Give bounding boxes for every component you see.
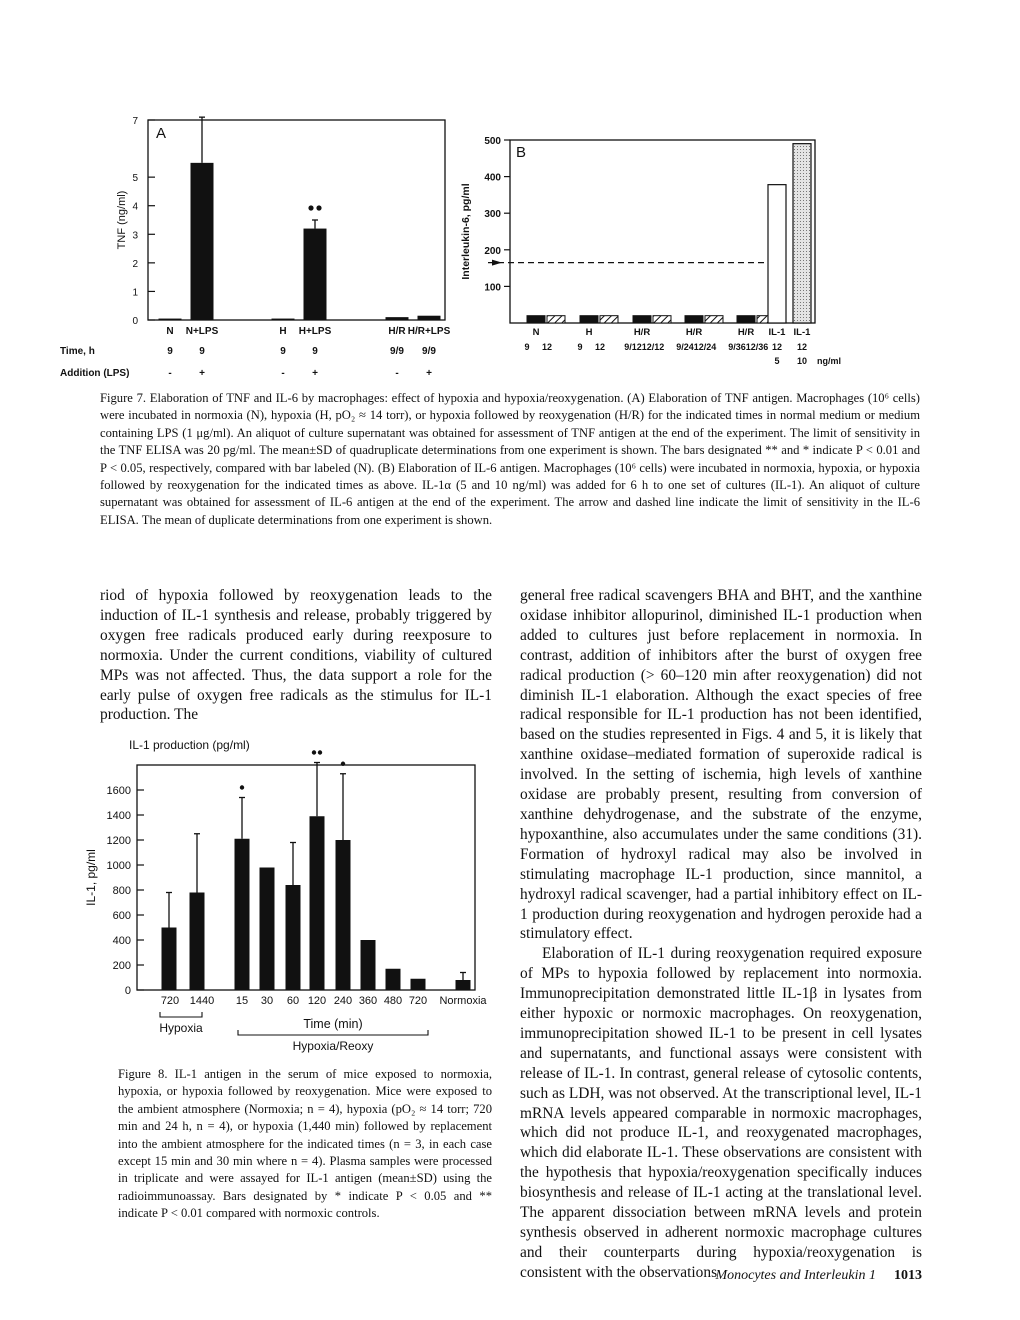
- bar-h-r-9-12: [633, 316, 651, 323]
- y-tick-label: 5: [132, 173, 138, 185]
- y-tick-label: 0: [124, 985, 131, 997]
- detection-limit-arrow: [492, 260, 502, 266]
- page-number: 1013: [894, 1268, 922, 1283]
- bar-480-8: [386, 969, 401, 990]
- group-label: H/R: [737, 327, 755, 338]
- time-label: 9/36: [728, 342, 746, 352]
- time-label: 9/24: [676, 342, 694, 352]
- time-label: 9: [524, 342, 530, 352]
- x-tick-label: 720: [408, 995, 428, 1007]
- bar-h-12: [600, 316, 618, 323]
- y-tick-label: 400: [484, 172, 501, 184]
- x-tick-label: 30: [260, 995, 274, 1007]
- hypoxia-bracket: [160, 1012, 202, 1017]
- x-category-label: H/R+LPS: [407, 326, 451, 337]
- x-category-label: H+LPS: [298, 326, 332, 337]
- row-label-addition: Addition (LPS): [60, 368, 130, 379]
- x-tick-label: 720: [160, 995, 180, 1007]
- y-axis-label: IL-1, pg/ml: [84, 849, 98, 906]
- bar-h-r-lps: [418, 316, 441, 320]
- significance-marker: [312, 750, 316, 754]
- right-paragraph-2: Elaboration of IL-1 during reoxygenation required exposure of MPs to hypoxia followed by replacement into normoxia. Immunoprecipitation demonstrated little IL-1β in lysates from either hypoxic or normoxic macrophages. On reoxygenation, immunoprecipitation showed IL-1 to be present in cell lysates and supernatants, and functional assays were consistent with release of IL-1. In contrast, general release of cytosolic contents, such as LDH, was not observed. At the transcriptional level, IL-1 mRNA levels appeared comparable in normoxic macrophages, which did not produce IL-1, and reoxygenated macrophages, which did elaborate IL-1. These observations are consistent with the hypothesis that hypoxia/reoxygenation specifically induces biosynthesis and release of IL-1 acting at the translational level. The apparent dissociation between mRNA levels and protein synthesis observed in adherent normoxic macrophage cultures and their counterparts during hypoxia/reoxygenation is consistent with the observations: [520, 945, 922, 1281]
- x-tick-label: 480: [383, 995, 403, 1007]
- significance-marker: [341, 762, 345, 766]
- bar-n-9: [527, 316, 545, 323]
- bar-120-5: [310, 816, 325, 990]
- bar-15-2: [235, 839, 250, 990]
- plot-frame: [137, 765, 475, 990]
- time-label: 9: [280, 346, 286, 357]
- fig8-chart: [80, 735, 500, 1065]
- group-label: IL-1: [793, 327, 811, 338]
- dose-label: 10: [796, 356, 808, 366]
- x-category-label: H: [279, 326, 287, 337]
- right-paragraph-1: general free radical scavengers BHA and BHT, and the xanthine oxidase inhibitor allopurinol, diminished IL-1 production when added to cultures just before replacement in normoxia. In contrast, addition of inhibitors after the burst of oxygen free radical production (> 60–120 min after reoxygenation) did not diminish IL-1 elaboration. Although the exact species of free radical responsible for IL-1 production has not been identified, based on the studies represented in Figs. 4 and 5, it is likely that xanthine oxidase–mediated formation of superoxide radical is involved. In the setting of ischemia, high levels of xanthine oxidase are probably present, resulting from conversion of xanthine dehydrogenase, and the substrate of the enzyme, hypoxanthine, also accumulates under the same conditions (31). Formation of hydroxyl radical may also be involved in stimulating macrophage IL-1 production, since mannitol, a hydroxyl radical scavenger, had a partial inhibitory effect on IL-1 production during reoxygenation and hydrogen peroxide had a stimulatory effect.: [520, 587, 922, 943]
- fig7a-chart: [60, 110, 460, 380]
- bar-720-9: [411, 979, 426, 990]
- x-axis-label: Time (min): [303, 1017, 363, 1031]
- group-label: H/R: [685, 327, 703, 338]
- y-axis-label: Interleukin-6, pg/ml: [460, 183, 472, 280]
- significance-marker: [240, 785, 244, 789]
- bar-1440-1: [190, 893, 205, 991]
- bar-h-r-9-36: [737, 316, 755, 323]
- page-footer: [700, 1266, 922, 1284]
- bar-360-7: [361, 940, 376, 990]
- lps-label: -: [395, 368, 399, 379]
- group-label: H: [585, 327, 593, 338]
- group-label-reoxy: Hypoxia/Reoxy: [292, 1039, 374, 1053]
- time-label: 9/9: [390, 346, 404, 357]
- significance-marker: [318, 750, 322, 754]
- bar-30-3: [260, 868, 275, 991]
- bar-normoxia-10: [456, 980, 471, 990]
- significance-marker: [316, 205, 321, 210]
- time-label: 12: [594, 342, 606, 352]
- bar-h-r-9-24: [685, 316, 703, 323]
- panel-label: B: [516, 144, 527, 161]
- time-label: 9: [312, 346, 318, 357]
- time-label: 9: [167, 346, 173, 357]
- bar-h-r: [386, 317, 409, 320]
- x-category-label: H/R: [388, 326, 406, 337]
- time-label: 9/9: [422, 346, 436, 357]
- significance-marker: [308, 205, 313, 210]
- y-tick-label: 7: [132, 116, 138, 127]
- time-label: 12/12: [641, 342, 665, 352]
- lps-label: +: [199, 368, 205, 379]
- time-label: 12: [796, 342, 808, 352]
- x-tick-label: 60: [286, 995, 300, 1007]
- y-tick-label: 600: [112, 910, 131, 922]
- lps-label: +: [312, 368, 318, 379]
- y-tick-label: 800: [112, 885, 131, 897]
- fig7b-chart: [455, 125, 855, 375]
- y-tick-label: 100: [484, 282, 501, 294]
- time-label: 12/36: [745, 342, 769, 352]
- lps-label: +: [426, 368, 432, 379]
- right-column-text: [520, 586, 922, 1283]
- x-category-label: N: [166, 326, 174, 337]
- left-paragraph: riod of hypoxia followed by reoxygenation leads to the induction of IL-1 synthesis and release, probably triggered by oxygen free radicals produced early during reexposure to normoxia. Under the current conditions, viability of cultured MPs was not affected. Thus, the data support a role for the early pulse of oxygen free radicals as the stimulus for IL-1 production. The: [100, 587, 492, 724]
- panel-label: A: [156, 125, 167, 142]
- y-tick-label: 1600: [106, 785, 131, 797]
- x-tick-label: 15: [235, 995, 249, 1007]
- x-tick-label: 1440: [189, 995, 215, 1007]
- y-tick-label: 1: [132, 287, 138, 299]
- dose-label: 5: [774, 356, 780, 366]
- time-label: 9/12: [624, 342, 642, 352]
- time-label: 12: [541, 342, 553, 352]
- lps-label: -: [281, 368, 285, 379]
- y-tick-label: 200: [112, 960, 131, 972]
- unit-label: ng/ml: [817, 356, 841, 366]
- y-tick-label: 3: [132, 230, 138, 242]
- x-tick-label: Normoxia: [439, 995, 487, 1007]
- x-category-label: N+LPS: [185, 326, 219, 337]
- bar-il-1-10ng: [793, 144, 811, 323]
- row-label-time: Time, h: [60, 346, 95, 357]
- y-tick-label: 500: [484, 136, 501, 147]
- y-tick-label: 1200: [106, 835, 131, 847]
- y-tick-label: 4: [132, 201, 138, 213]
- bar-720-0: [162, 928, 177, 991]
- group-label: H/R: [633, 327, 651, 338]
- x-tick-label: 360: [358, 995, 378, 1007]
- bar-h: [272, 319, 295, 320]
- y-axis-label: TNF (ng/ml): [116, 190, 128, 250]
- y-tick-label: 200: [484, 245, 501, 257]
- bar-n-12: [547, 316, 565, 323]
- x-tick-label: 240: [333, 995, 353, 1007]
- figure-7-caption: Figure 7. Elaboration of TNF and IL-6 by macrophages: effect of hypoxia and hypoxia/reoxygenation. (A) Elaboration of TNF antigen. Macrophages (10⁶ cells) were incubated in normoxia (N), hypoxia (H, pO₂ ≈ 14 torr), or hypoxia followed by reoxygenation (H/R) for the indicated times in normal medium or medium containing LPS (1 μg/ml). An aliquot of culture supernatant was obtained for assessment of TNF antigen at the end of the experiment. The limit of sensitivity in the TNF ELISA was 20 pg/ml. The mean±SD of quadruplicate determinations from one experiment is shown. The bars designated ** and * indicate P < 0.01 and P < 0.05, respectively, compared with bar labeled (N). (B) Elaboration of IL-6 antigen. Macrophages (10⁶ cells) were incubated in normoxia, hypoxia, or hypoxia followed by reoxygenation for the indicated times as above. IL-1α (5 and 10 ng/ml) was added for 6 h to one set of cultures (IL-1). An aliquot of culture supernatant was obtained for assessment of IL-6 antigen at the end of the experiment. The arrow and dashed line indicate the limit of sensitivity in the IL-6 ELISA. The mean of duplicate determinations from one experiment is shown.: [100, 391, 920, 527]
- lps-label: -: [168, 368, 172, 379]
- figure-8-caption: Figure 8. IL-1 antigen in the serum of mice exposed to normoxia, hypoxia, or hypoxia followed by reoxygenation. Mice were exposed to the ambient atmosphere (Normoxia; n = 4), hypoxia (pO₂ ≈ 14 torr; 720 min and 24 h, n = 4), or hypoxia (1,440 min) followed by replacement into the ambient atmosphere for the indicated times (n = 3, in each case except 15 min and 30 min where n = 4). Plasma samples were processed in triplicate and were assayed for IL-1 antigen (mean±SD) using the radioimmunoassay. Bars designated by * indicate P < 0.05 and ** indicate P < 0.01 compared with normoxic controls.: [118, 1067, 492, 1221]
- y-tick-label: 0: [132, 316, 138, 327]
- bar-h-r-12-24: [705, 316, 723, 323]
- left-column-text: [100, 586, 492, 725]
- bar-240-6: [336, 840, 351, 990]
- bar-h-9: [580, 316, 598, 323]
- bar-il-1-5ng: [768, 185, 786, 323]
- time-label: 9: [577, 342, 583, 352]
- y-tick-label: 300: [484, 209, 501, 221]
- y-tick-label: 400: [112, 935, 131, 947]
- bar-60-4: [286, 885, 301, 990]
- chart-title: IL-1 production (pg/ml): [129, 738, 250, 752]
- running-title: Monocytes and Interleukin 1: [715, 1268, 876, 1283]
- group-label-hypoxia: Hypoxia: [159, 1021, 203, 1035]
- y-tick-label: 1400: [106, 810, 131, 822]
- bar-n: [159, 319, 182, 320]
- bar-h-r-12-12: [653, 316, 671, 323]
- bar-n-lps: [191, 163, 214, 320]
- time-label: 12/24: [693, 342, 717, 352]
- y-tick-label: 2: [132, 258, 138, 270]
- bar-h-lps: [304, 229, 327, 320]
- time-label: 9: [199, 346, 205, 357]
- group-label: IL-1: [768, 327, 786, 338]
- group-label: N: [532, 327, 540, 338]
- time-label: 12: [771, 342, 783, 352]
- y-tick-label: 1000: [106, 860, 131, 872]
- x-tick-label: 120: [307, 995, 327, 1007]
